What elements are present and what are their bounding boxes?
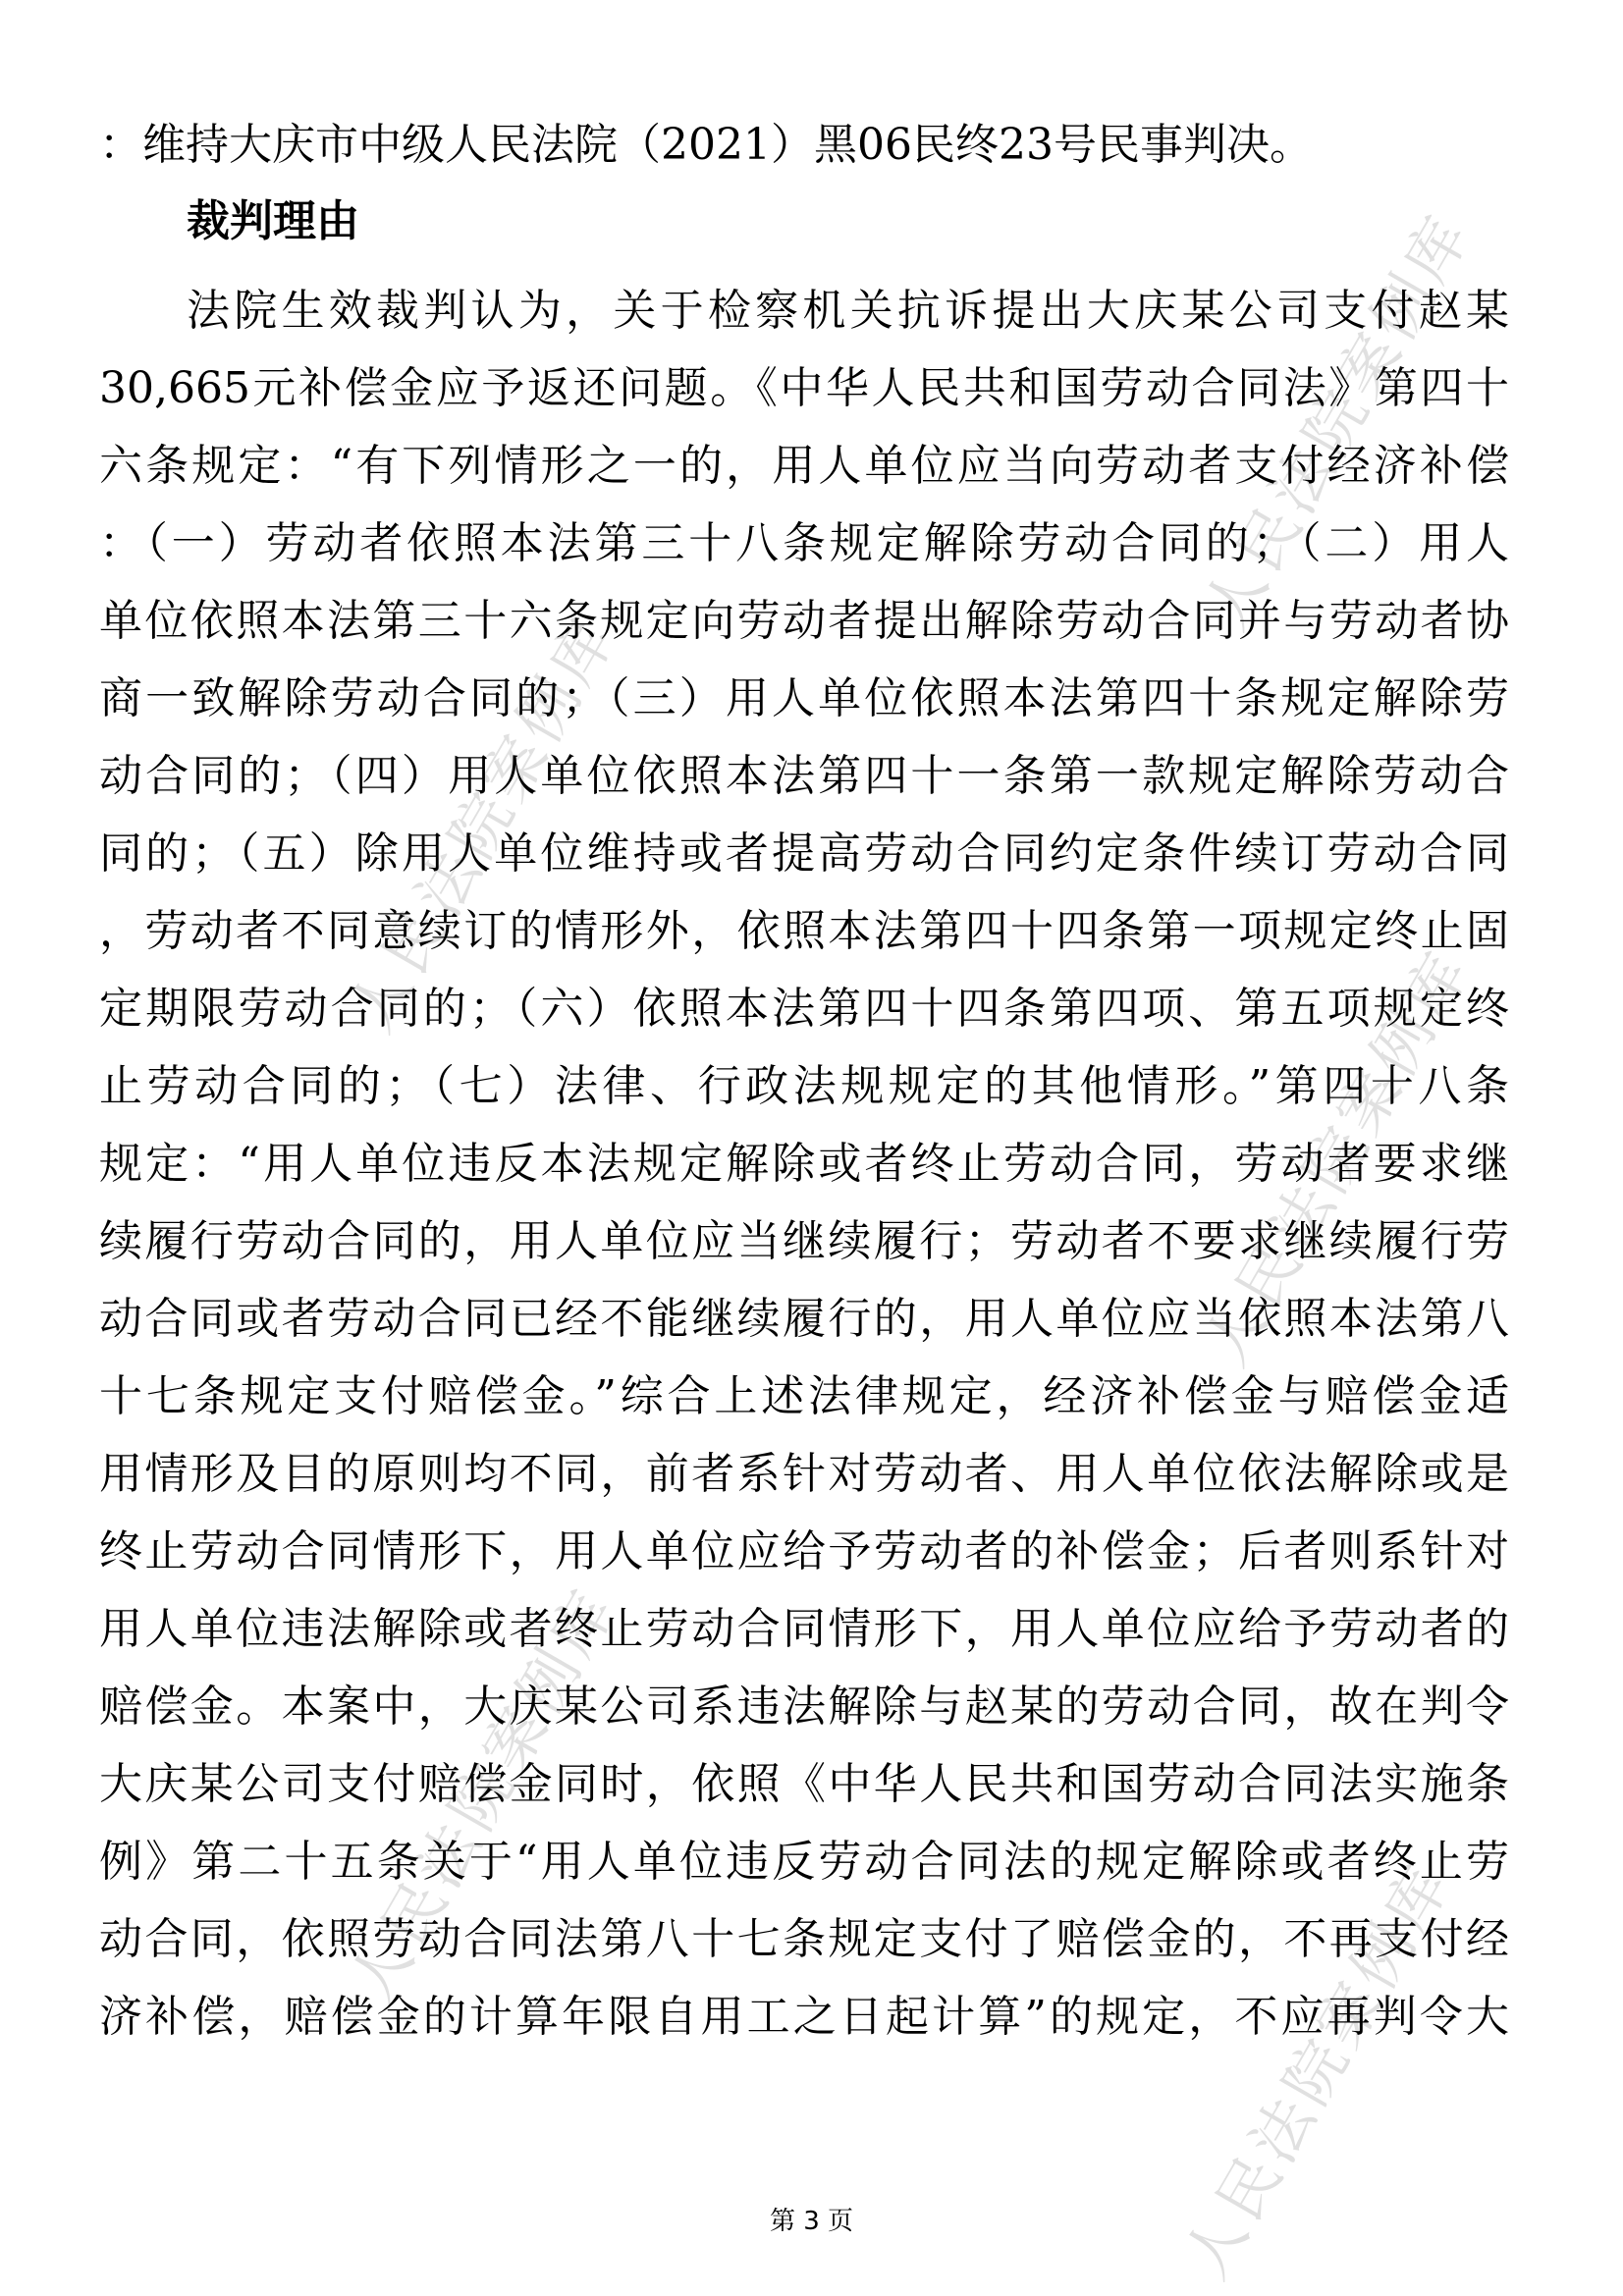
text-line: 动合同或者劳动合同已经不能继续履行的，用人单位应当依照本法第八 bbox=[99, 1294, 1509, 1344]
watermark: 人民法院案例库 bbox=[1189, 936, 1486, 1377]
text-line bbox=[99, 2065, 1509, 2124]
text-line: 定期限劳动合同的；（六）依照本法第四十四条第四项、第五项规定终 bbox=[99, 984, 1509, 1034]
page-number: 第 3 页 bbox=[769, 2207, 854, 2236]
text-line: 大庆某公司支付赔偿金同时，依照《中华人民共和国劳动合同法实施条 bbox=[99, 1759, 1509, 1809]
text-line: 商一致解除劳动合同的；（三）用人单位依照本法第四十条规定解除劳 bbox=[99, 673, 1509, 723]
text-line: 单位依照本法第三十六条规定向劳动者提出解除劳动合同并与劳动者协 bbox=[99, 596, 1509, 646]
text-line: 济补偿，赔偿金的计算年限自用工之日起计算”的规定，不应再判令大 bbox=[99, 1992, 1509, 2042]
text-line: 30,665元补偿金应予返还问题。《中华人民共和国劳动合同法》第四十 bbox=[99, 363, 1509, 413]
text-line: 动合同，依照劳动合同法第八十七条规定支付了赔偿金的，不再支付经 bbox=[99, 1914, 1509, 1964]
text-line: 动合同的；（四）用人单位依照本法第四十一条第一款规定解除劳动合 bbox=[99, 751, 1509, 801]
text-line: 赔偿金。本案中，大庆某公司系违法解除与赵某的劳动合同，故在判令 bbox=[99, 1682, 1509, 1732]
watermark: 人民法院案例库 bbox=[335, 1575, 631, 2015]
watermark: 人民法院案例库 bbox=[1189, 200, 1486, 642]
text-line: 终止劳动合同情形下，用人单位应给予劳动者的补偿金；后者则系针对 bbox=[99, 1526, 1509, 1576]
section-heading: 裁判理由 bbox=[187, 196, 359, 246]
text-line: ，劳动者不同意续订的情形外，依照本法第四十四条第一项规定终止固 bbox=[99, 906, 1509, 956]
text-line: 十七条规定支付赔偿金。”综合上述法律规定，经济补偿金与赔偿金适 bbox=[99, 1371, 1509, 1421]
watermark: 人民法院案例库 bbox=[1169, 1849, 1466, 2290]
text-line: 同的；（五）除用人单位维持或者提高劳动合同约定条件续订劳动合同 bbox=[99, 828, 1509, 879]
text-line: 法院生效裁判认为，关于检察机关抗诉提出大庆某公司支付赵某 bbox=[187, 286, 1509, 336]
text-line: ：（一）劳动者依照本法第三十八条规定解除劳动合同的；（二）用人 bbox=[99, 518, 1509, 568]
text-line: ：维持大庆市中级人民法院（2021）黑06民终23号民事判决。 bbox=[99, 120, 1313, 170]
watermark: 人民法院案例库 bbox=[335, 603, 631, 1043]
text-line: 规定：“用人单位违反本法规定解除或者终止劳动合同，劳动者要求继 bbox=[99, 1139, 1509, 1189]
text-line: 六条规定：“有下列情形之一的，用人单位应当向劳动者支付经济补偿 bbox=[99, 441, 1509, 491]
text-line: 用人单位违法解除或者终止劳动合同情形下，用人单位应给予劳动者的 bbox=[99, 1604, 1509, 1654]
text-line: 用情形及目的原则均不同，前者系针对劳动者、用人单位依法解除或是 bbox=[99, 1449, 1509, 1499]
text-line: 续履行劳动合同的，用人单位应当继续履行；劳动者不要求继续履行劳 bbox=[99, 1216, 1509, 1266]
text-line: 例》第二十五条关于“用人单位违反劳动合同法的规定解除或者终止劳 bbox=[99, 1837, 1509, 1887]
text-line: 止劳动合同的；（七）法律、行政法规规定的其他情形。”第四十八条 bbox=[99, 1061, 1509, 1111]
